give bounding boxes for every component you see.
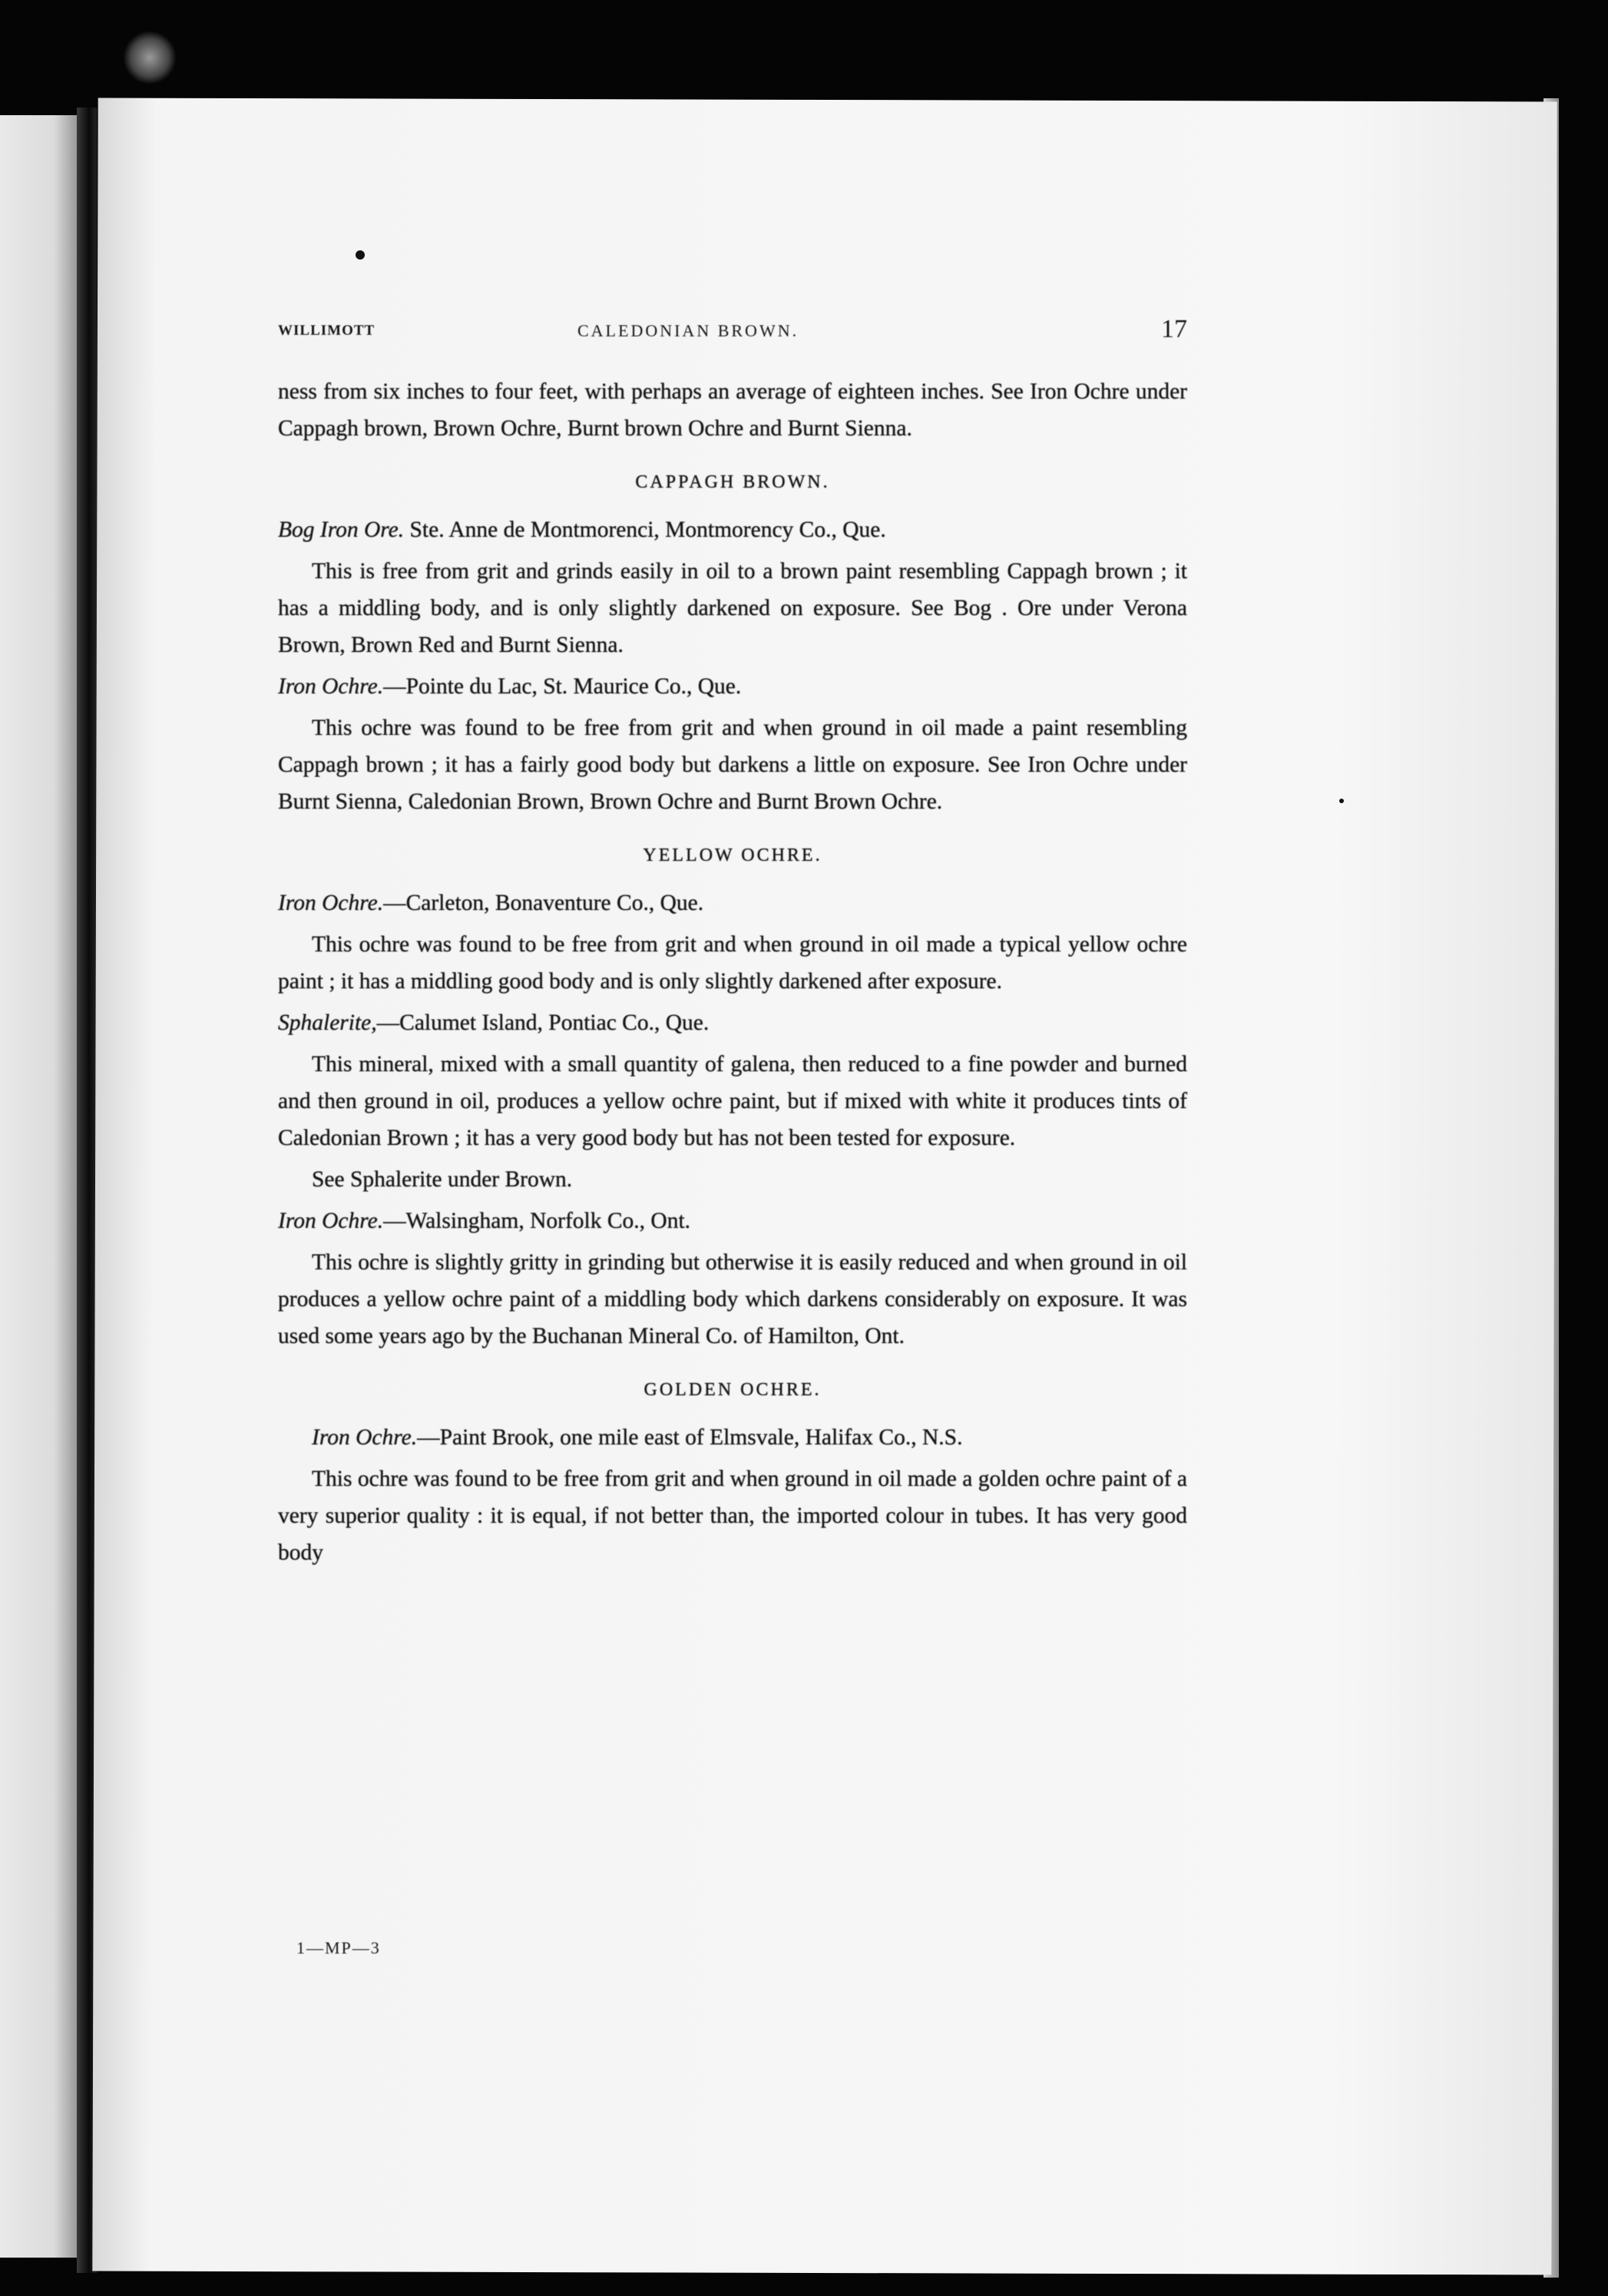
entry-name: Iron Ochre.	[278, 891, 384, 915]
facing-page-edge	[0, 115, 77, 2258]
entry-location: —Pointe du Lac, St. Maurice Co., Que.	[383, 674, 742, 699]
running-header-author: WILLIMOTT	[278, 323, 376, 339]
entry-paragraph: This ochre was found to be free from grit and when ground in oil made a typical yellow ochre paint ; it has a middling good body and is only slightly darkened after exposure.	[278, 932, 1187, 994]
entry-name: Iron Ochre.	[278, 1209, 384, 1233]
entry-paragraph: This ochre was found to be free from grit and when ground in oil made a paint resembling Cappagh brown ; it has a fairly good body but darkens a little on exposure. See Iron Ochre under Burnt Sienna, Caledonian Brown, Brown Ochre and Burnt Brown Ochre.	[278, 716, 1187, 814]
entry-location: Ste. Anne de Montmorenci, Montmorency Co., Que.	[409, 518, 886, 542]
page-body	[278, 373, 1187, 1571]
entry-line	[278, 1419, 1187, 1456]
section-heading: GOLDEN OCHRE.	[644, 1380, 822, 1400]
entry-line	[278, 1203, 1187, 1239]
section-cappagh-brown	[278, 464, 1187, 820]
page-number: 17	[1161, 315, 1187, 343]
entry-location: —Walsingham, Norfolk Co., Ont.	[383, 1209, 691, 1233]
ink-speck	[1339, 799, 1344, 803]
running-header	[278, 315, 1187, 353]
entry-paragraph: This ochre is slightly gritty in grinding but otherwise it is easily reduced and when ground in oil produces a yellow ochre paint of a middling body which darkens considerably on exposure. It was used some years ago by the Buchanan Mineral Co. of Hamilton, Ont.	[278, 1250, 1187, 1348]
ink-speck	[356, 250, 365, 260]
entry-paragraph: This ochre was found to be free from grit and when ground in oil made a golden ochre paint of a very superior quality : it is equal, if not better than, the imported colour in tubes. It has very good body	[278, 1467, 1187, 1565]
entry-name: Sphalerite,	[278, 1011, 377, 1035]
entry-name: Iron Ochre.	[312, 1425, 418, 1450]
section-heading: YELLOW OCHRE.	[643, 845, 822, 865]
running-header-title: CALEDONIAN BROWN.	[577, 321, 799, 340]
entry-line	[278, 511, 1187, 548]
section-yellow-ochre	[278, 837, 1187, 1355]
entry-line	[278, 668, 1187, 705]
scan-artifact	[123, 31, 177, 84]
entry-name: Iron Ochre.	[278, 674, 384, 699]
entry-location: —Carleton, Bonaventure Co., Que.	[383, 891, 704, 915]
entry-line	[278, 1004, 1187, 1041]
section-heading: CAPPAGH BROWN.	[635, 472, 830, 492]
entry-paragraph: This mineral, mixed with a small quantity of galena, then reduced to a fine powder and burned and then ground in oil, produces a yellow ochre paint, but if mixed with white it produces tints of Caledonian Brown ; it has a very good body but has not been tested for exposure.	[278, 1052, 1187, 1150]
entry-location: —Calumet Island, Pontiac Co., Que.	[376, 1011, 710, 1035]
entry-paragraph: See Sphalerite under Brown.	[312, 1167, 573, 1192]
entry-location: —Paint Brook, one mile east of Elmsvale, Halifax Co., N.S.	[417, 1425, 963, 1450]
entry-name: Bog Iron Ore.	[278, 518, 405, 542]
entry-paragraph: This is free from grit and grinds easily in oil to a brown paint resembling Cappagh brown ; it has a middling body, and is only slightly darkened on exposure. See Bog . Ore under Verona Brown, Brown Red and Burnt Sienna.	[278, 559, 1187, 657]
continuation-paragraph: ness from six inches to four feet, with perhaps an average of eighteen inches. See Iron Ochre under Cappagh brown, Brown Ochre, Burnt brown Ochre and Burnt Sienna.	[278, 379, 1187, 441]
section-golden-ochre	[278, 1371, 1187, 1571]
entry-line	[278, 885, 1187, 921]
signature-mark: 1—MP—3	[296, 1938, 381, 1957]
